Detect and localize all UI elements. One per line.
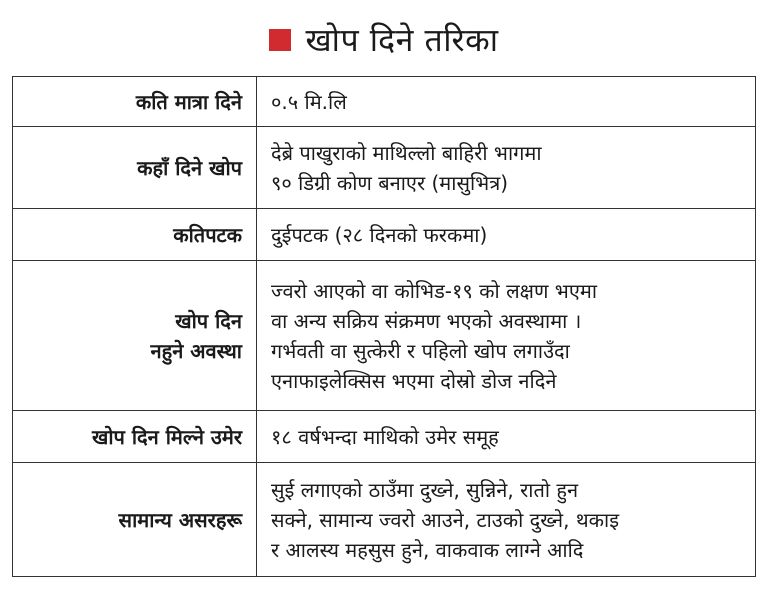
row-value-eligible-age: १८ वर्षभन्दा माथिको उमेर समूह [257, 411, 756, 463]
table-row-contraindications [13, 261, 756, 411]
row-value-side-effects: सुई लगाएको ठाउँमा दुख्ने, सुन्निने, रातो हुन सक्ने, सामान्य ज्वरो आउने, टाउको दुख्ने, थकाइ र आलस्य महसुस हुने, वाकवाक लाग्ने आदि [257, 463, 756, 577]
row-label-site: कहाँ दिने खोप [13, 127, 257, 209]
table-row-site [13, 127, 756, 209]
row-label-dose: कति मात्रा दिने [13, 77, 257, 127]
row-label-eligible-age: खोप दिन मिल्ने उमेर [13, 411, 257, 463]
row-value-dose: ०.५ मि.लि [257, 77, 756, 127]
page-title: खोप दिने तरिका [305, 21, 499, 59]
table-row-eligible-age [13, 411, 756, 463]
red-square-icon [269, 29, 291, 51]
row-label-contraindications: खोप दिन नहुने अवस्था [13, 261, 257, 411]
row-label-frequency: कतिपटक [13, 209, 257, 261]
row-value-frequency: दुईपटक (२८ दिनको फरकमा) [257, 209, 756, 261]
vaccination-info-table [12, 76, 756, 577]
row-label-side-effects: सामान्य असरहरू [13, 463, 257, 577]
table-row-dose [13, 77, 756, 127]
table-row-frequency [13, 209, 756, 261]
table-row-side-effects [13, 463, 756, 577]
row-value-site: देब्रे पाखुराको माथिल्लो बाहिरी भागमा ९० डिग्री कोण बनाएर (मासुभित्र) [257, 127, 756, 209]
row-value-contraindications: ज्वरो आएको वा कोभिड-१९ को लक्षण भएमा वा अन्य सक्रिय संक्रमण भएको अवस्थामा । गर्भवती वा सुत्केरी र पहिलो खोप लगाउँदा एनाफाइलेक्सिस भएमा दोस्रो डोज नदिने [257, 261, 756, 411]
page-title-group [0, 18, 768, 62]
